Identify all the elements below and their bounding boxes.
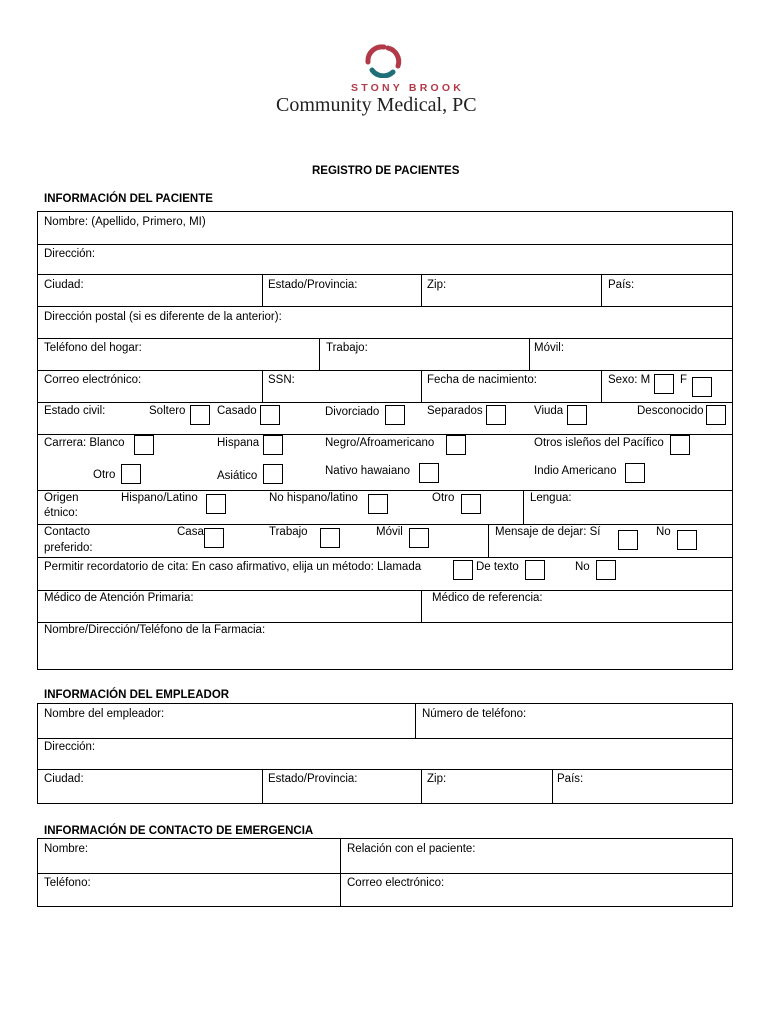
contact-label-line2: preferido: xyxy=(44,542,93,554)
reminder-call-checkbox[interactable] xyxy=(453,560,473,580)
race-hawaiian-label: Nativo hawaiano xyxy=(325,465,411,477)
marital-widowed-checkbox[interactable] xyxy=(567,405,587,425)
birth-date-field[interactable]: Fecha de nacimiento: xyxy=(427,374,537,386)
employer-phone-field[interactable]: Número de teléfono: xyxy=(422,708,527,720)
contact-home-checkbox[interactable] xyxy=(204,528,224,548)
employer-state-field[interactable]: Estado/Provincia: xyxy=(268,773,358,785)
logo-mark xyxy=(362,42,406,78)
language-field[interactable]: Lengua: xyxy=(530,492,572,504)
home-phone-field[interactable]: Teléfono del hogar: xyxy=(44,342,142,354)
emergency-relation-field[interactable]: Relación con el paciente: xyxy=(347,843,476,855)
work-phone-field[interactable]: Trabajo: xyxy=(326,342,368,354)
leave-message-no-checkbox[interactable] xyxy=(677,530,697,550)
leave-message-no-label: No xyxy=(656,526,671,538)
marital-divorced-checkbox[interactable] xyxy=(385,405,405,425)
contact-option-label: Trabajo xyxy=(269,526,308,538)
race-other-checkbox[interactable] xyxy=(121,464,141,484)
ethnic-hispanic-checkbox[interactable] xyxy=(206,494,226,514)
patient-email-field[interactable]: Correo electrónico: xyxy=(44,374,142,386)
ethnic-option-label: Hispano/Latino xyxy=(121,492,198,504)
patient-name-field[interactable]: Nombre: (Apellido, Primero, MI) xyxy=(44,216,206,228)
contact-option-label: Casa xyxy=(177,526,204,538)
race-hispanic-checkbox[interactable] xyxy=(263,435,283,455)
reminder-text-label: De texto xyxy=(476,561,519,573)
mailing-address-field[interactable]: Dirección postal (si es diferente de la anterior): xyxy=(44,311,282,323)
race-asian-label: Asiático xyxy=(217,470,258,482)
contact-work-checkbox[interactable] xyxy=(320,528,340,548)
ethnic-option-label: No hispano/latino xyxy=(269,492,358,504)
race-native-checkbox[interactable] xyxy=(625,463,645,483)
patient-state-field[interactable]: Estado/Provincia: xyxy=(268,279,358,291)
race-hispanic-label: Hispana xyxy=(217,437,260,449)
marital-single-checkbox[interactable] xyxy=(190,405,210,425)
race-label: Carrera: Blanco xyxy=(44,437,125,449)
marital-option-label: Desconocido xyxy=(637,405,704,417)
primary-physician-field[interactable]: Médico de Atención Primaria: xyxy=(44,592,194,604)
race-other-label: Otro xyxy=(93,469,116,481)
reminder-no-checkbox[interactable] xyxy=(596,560,616,580)
ethnic-label: Origen xyxy=(44,492,79,504)
patient-city-field[interactable]: Ciudad: xyxy=(44,279,84,291)
employer-section-title: INFORMACIÓN DEL EMPLEADOR xyxy=(44,689,230,701)
form-title: REGISTRO DE PACIENTES xyxy=(312,165,460,177)
race-pacific-checkbox[interactable] xyxy=(670,435,690,455)
emergency-section-title: INFORMACIÓN DE CONTACTO DE EMERGENCIA xyxy=(44,825,314,837)
patient-section-title: INFORMACIÓN DEL PACIENTE xyxy=(44,193,213,205)
logo-company-name: Community Medical, PC xyxy=(276,94,477,116)
contact-label: Contacto xyxy=(44,526,91,538)
emergency-phone-field[interactable]: Teléfono: xyxy=(44,877,91,889)
employer-country-field[interactable]: País: xyxy=(557,773,584,785)
sex-f-checkbox[interactable] xyxy=(692,377,712,397)
marital-option-label: Separados xyxy=(427,405,483,417)
logo-brand-text: STONY BROOK xyxy=(351,82,464,94)
marital-separated-checkbox[interactable] xyxy=(486,405,506,425)
sex-label: Sexo: M xyxy=(608,374,651,386)
reminder-label: Permitir recordatorio de cita: En caso afirmativo, elija un método: Llamada xyxy=(44,561,422,573)
marital-option-label: Soltero xyxy=(149,405,186,417)
race-native-label: Indio Americano xyxy=(534,465,617,477)
race-black-checkbox[interactable] xyxy=(446,435,466,455)
sex-m-checkbox[interactable] xyxy=(654,374,674,394)
race-hawaiian-checkbox[interactable] xyxy=(419,463,439,483)
race-pacific-label: Otros isleños del Pacífico xyxy=(534,437,664,449)
marital-option-label: Viuda xyxy=(534,405,564,417)
marital-option-label: Divorciado xyxy=(325,406,380,418)
ethnic-option-label: Otro xyxy=(432,492,455,504)
race-asian-checkbox[interactable] xyxy=(263,464,283,484)
employer-address-field[interactable]: Dirección: xyxy=(44,741,96,753)
referring-physician-field[interactable]: Médico de referencia: xyxy=(432,592,543,604)
emergency-name-field[interactable]: Nombre: xyxy=(44,843,89,855)
pharmacy-field[interactable]: Nombre/Dirección/Teléfono de la Farmacia: xyxy=(44,624,266,636)
ethnic-other-checkbox[interactable] xyxy=(461,494,481,514)
leave-message-yes-checkbox[interactable] xyxy=(618,530,638,550)
mobile-phone-field[interactable]: Móvil: xyxy=(534,342,565,354)
employer-zip-field[interactable]: Zip: xyxy=(427,773,447,785)
emergency-email-field[interactable]: Correo electrónico: xyxy=(347,877,445,889)
patient-country-field[interactable]: País: xyxy=(608,279,635,291)
ethnic-non-hispanic-checkbox[interactable] xyxy=(368,494,388,514)
contact-option-label: Móvil xyxy=(376,526,403,538)
race-black-label: Negro/Afroamericano xyxy=(325,437,435,449)
contact-mobile-checkbox[interactable] xyxy=(409,528,429,548)
ethnic-label-line2: étnico: xyxy=(44,507,78,519)
marital-status-label: Estado civil: xyxy=(44,405,106,417)
ssn-field[interactable]: SSN: xyxy=(268,374,295,386)
marital-unknown-checkbox[interactable] xyxy=(706,405,726,425)
patient-address-field[interactable]: Dirección: xyxy=(44,248,96,260)
reminder-text-checkbox[interactable] xyxy=(525,560,545,580)
sex-f-label: F xyxy=(680,374,688,386)
employer-city-field[interactable]: Ciudad: xyxy=(44,773,84,785)
marital-married-checkbox[interactable] xyxy=(260,405,280,425)
marital-option-label: Casado xyxy=(217,405,257,417)
patient-zip-field[interactable]: Zip: xyxy=(427,279,447,291)
reminder-no-label: No xyxy=(575,561,590,573)
leave-message-label: Mensaje de dejar: Sí xyxy=(495,526,601,538)
race-white-checkbox[interactable] xyxy=(134,435,154,455)
employer-name-field[interactable]: Nombre del empleador: xyxy=(44,708,165,720)
